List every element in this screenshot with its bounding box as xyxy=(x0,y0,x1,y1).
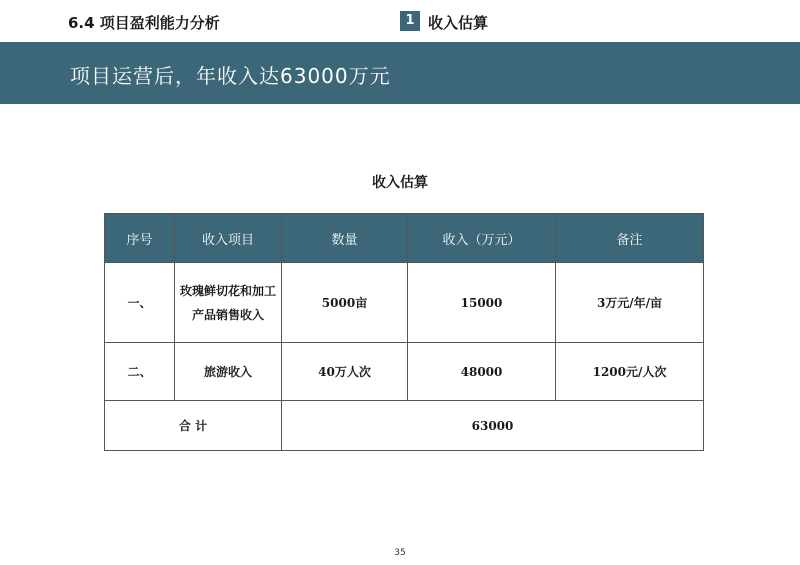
table-header-row xyxy=(105,214,704,263)
cell-income: 15000 xyxy=(408,263,556,343)
column-header-note: 备注 xyxy=(556,214,704,263)
cell-quantity: 5000亩 xyxy=(282,263,408,343)
column-header-item: 收入项目 xyxy=(175,214,282,263)
cell-note: 1200元/人次 xyxy=(556,343,704,401)
table-row xyxy=(105,263,704,343)
total-income: 63000 xyxy=(282,401,704,451)
cell-income: 48000 xyxy=(408,343,556,401)
income-estimate-table xyxy=(104,213,704,451)
cell-item: 玫瑰鲜切花和加工产品销售收入 xyxy=(175,263,282,343)
cell-note: 3万元/年/亩 xyxy=(556,263,704,343)
column-header-income: 收入（万元） xyxy=(408,214,556,263)
headline-banner xyxy=(0,42,800,104)
column-header-index: 序号 xyxy=(105,214,175,263)
top-bar xyxy=(0,0,800,42)
section-title: 6.4 项目盈利能力分析 xyxy=(68,14,220,32)
cell-index: 二、 xyxy=(105,343,175,401)
table-row xyxy=(105,343,704,401)
column-header-quantity: 数量 xyxy=(282,214,408,263)
table-caption: 收入估算 xyxy=(372,175,428,191)
page-number: 35 xyxy=(394,548,406,558)
total-label: 合 计 xyxy=(105,401,282,451)
headline-text: 项目运营后，年收入达63000万元 xyxy=(70,64,391,88)
cell-item: 旅游收入 xyxy=(175,343,282,401)
cell-index: 一、 xyxy=(105,263,175,343)
step-label: 收入估算 xyxy=(428,14,489,32)
step-number-badge: 1 xyxy=(400,11,420,31)
cell-quantity: 40万人次 xyxy=(282,343,408,401)
table-total-row xyxy=(105,401,704,451)
